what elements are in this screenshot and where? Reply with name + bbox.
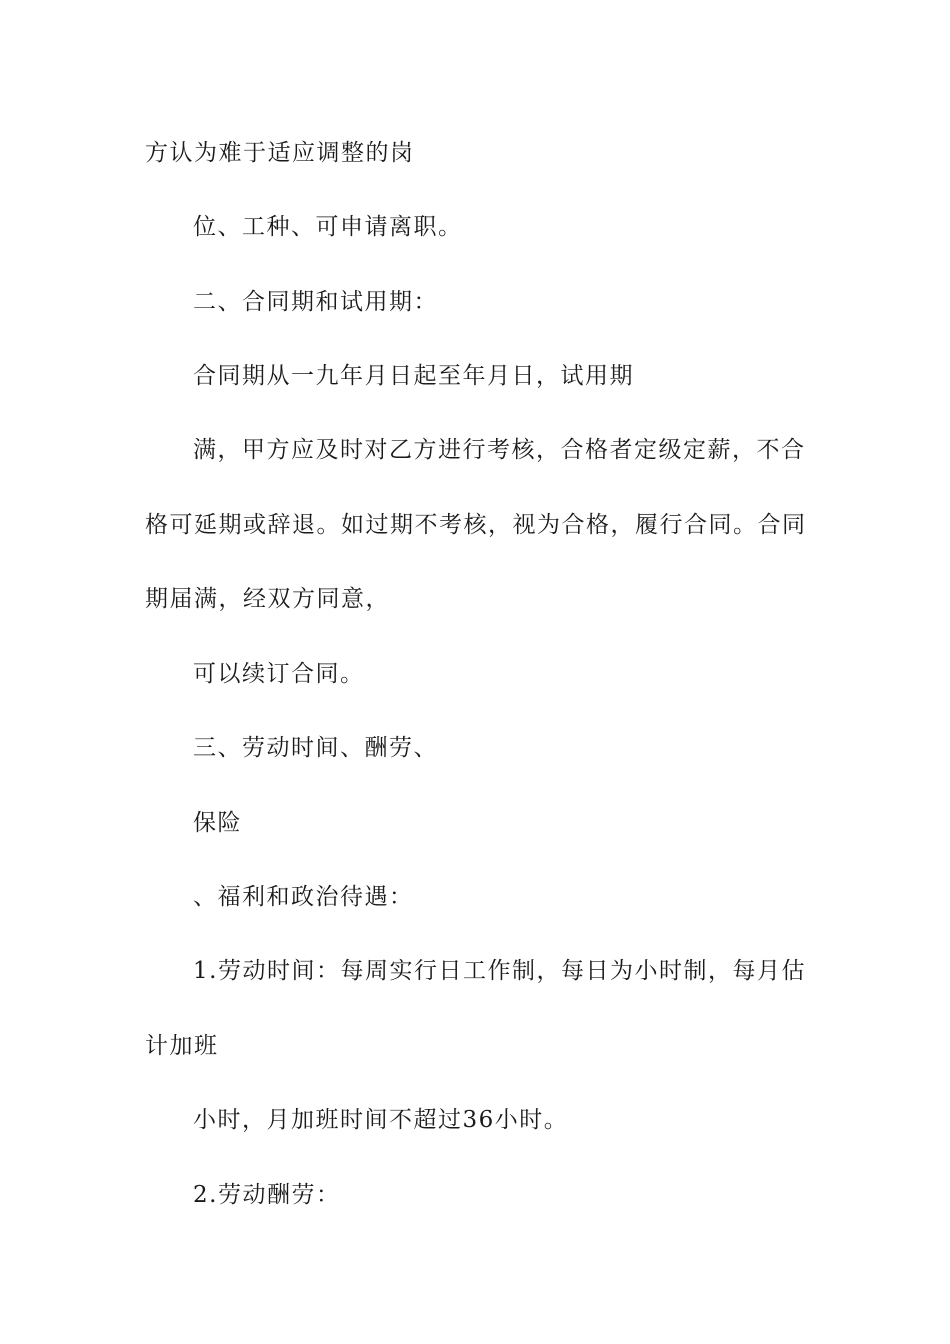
- text-line-12: 1.劳动时间：每周实行日工作制，每日为小时制，每月估: [193, 958, 806, 984]
- section-heading-3: 三、劳动时间、酬劳、: [193, 735, 438, 761]
- text-line-8: 可以续订合同。: [193, 661, 365, 687]
- text-line-2: 位、工种、可申请离职。: [193, 214, 463, 240]
- text-line-14: 小时，月加班时间不超过36小时。: [193, 1107, 569, 1133]
- text-line-4: 合同期从一九年月日起至年月日，试用期: [193, 363, 634, 389]
- section-heading-2: 二、合同期和试用期：: [193, 289, 438, 315]
- text-line-1: 方认为难于适应调整的岗: [145, 140, 415, 166]
- text-line-13: 计加班: [145, 1033, 219, 1059]
- text-line-6: 格可延期或辞退。如过期不考核，视为合格，履行合同。合同: [145, 512, 807, 538]
- text-line-15: 2.劳动酬劳：: [193, 1182, 341, 1208]
- text-line-7: 期届满，经双方同意，: [145, 586, 390, 612]
- text-line-5: 满，甲方应及时对乙方进行考核，合格者定级定薪，不合: [193, 437, 806, 463]
- text-line-10: 保险: [193, 810, 242, 836]
- text-line-11: 、福利和政治待遇：: [193, 884, 414, 910]
